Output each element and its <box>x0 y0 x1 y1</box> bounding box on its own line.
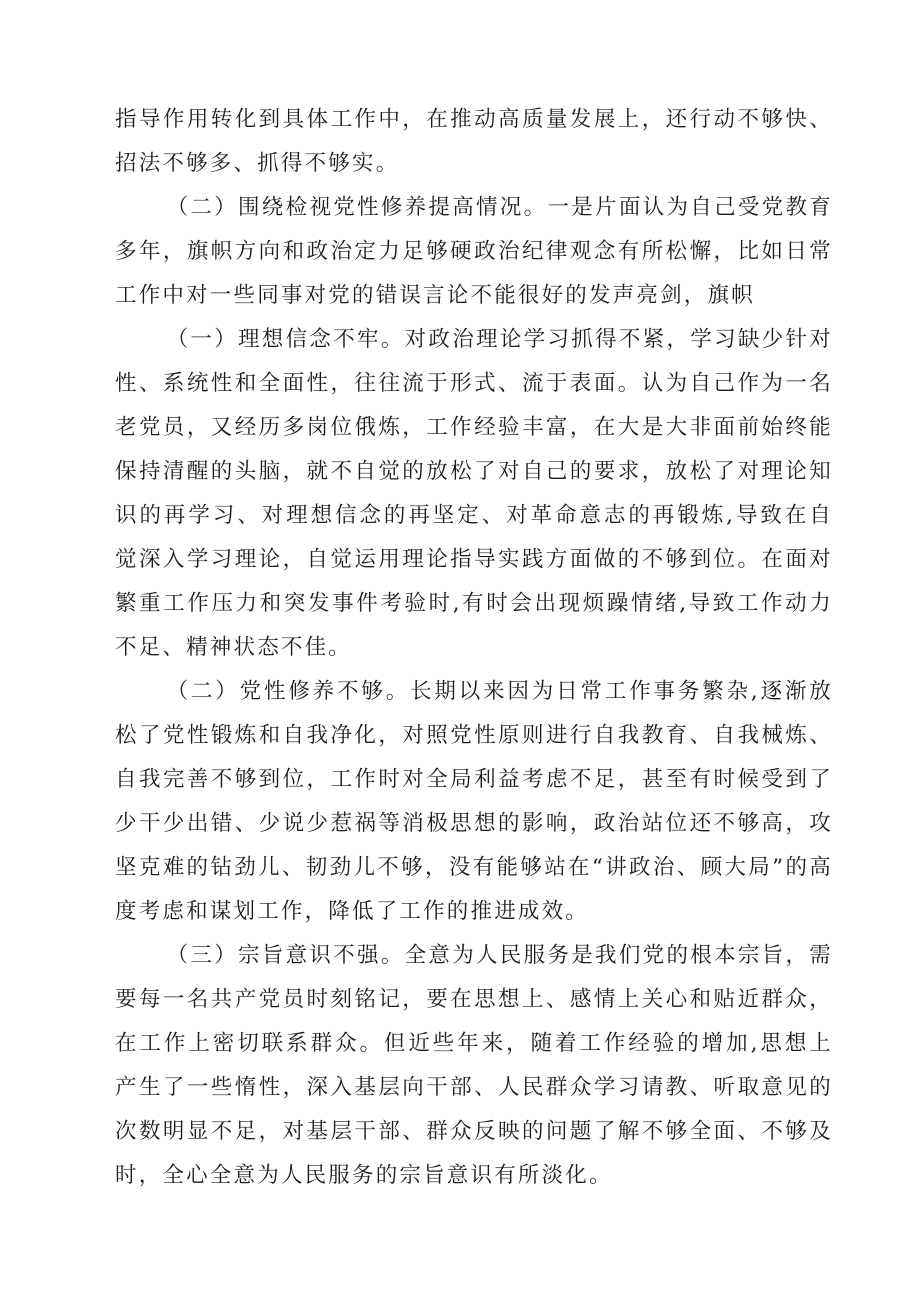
paragraph-continuation: 指导作用转化到具体工作中，在推动高质量发展上，还行动不够快、招法不够多、抓得不够实。 <box>115 107 833 176</box>
paragraph-ideals-beliefs: （一）理想信念不牢。对政治理论学习抓得不紧，学习缺少针对性、系统性和全面性，往往流于形式、流于表面。认为自己作为一名老党员，又经历多岗位俄炼，工作经验丰富，在大是大非面前始终能保持清醒的头脑，就不自觉的放松了对自己的要求，放松了对理论知识的再学习、对理想信念的再坚定、对革命意志的再锻炼,导致在自觉深入学习理论，自觉运用理论指导实践方面做的不够到位。在面对繁重工作压力和突发事件考验时,有时会出现烦躁情绪,导致工作动力不足、精神状态不佳。 <box>115 327 833 660</box>
paragraph-purpose-awareness: （三）宗旨意识不强。全意为人民服务是我们党的根本宗旨，需要每一名共产党员时刻铭记，要在思想上、感情上关心和贴近群众，在工作上密切联系群众。但近些年来，随着工作经验的增加,思想上产生了一些惰性，深入基层向干部、人民群众学习请教、听取意见的次数明显不足，对基层干部、群众反映的问题了解不够全面、不够及时，全心全意为人民服务的宗旨意识有所淡化。 <box>115 943 833 1188</box>
paragraph-party-spirit-review: （二）围绕检视党性修养提高情况。一是片面认为自己受党教育多年，旗帜方向和政治定力足够硬政治纪律观念有所松懈，比如日常工作中对一些同事对党的错误言论不能很好的发声亮剑，旗帜 <box>115 195 833 308</box>
document-body <box>115 98 833 1198</box>
paragraph-party-cultivation: （二）党性修养不够。长期以来因为日常工作事务繁杂,逐渐放松了党性锻炼和自我净化，对照党性原则进行自我教育、自我械炼、自我完善不够到位，工作时对全局利益考虑不足，甚至有时候受到了少干少出错、少说少惹祸等消极思想的影响，政治站位还不够高，攻坚克难的钻劲儿、韧劲儿不够，没有能够站在“讲政治、顾大局”的高度考虑和谋划工作，降低了工作的推进成效。 <box>115 679 833 924</box>
